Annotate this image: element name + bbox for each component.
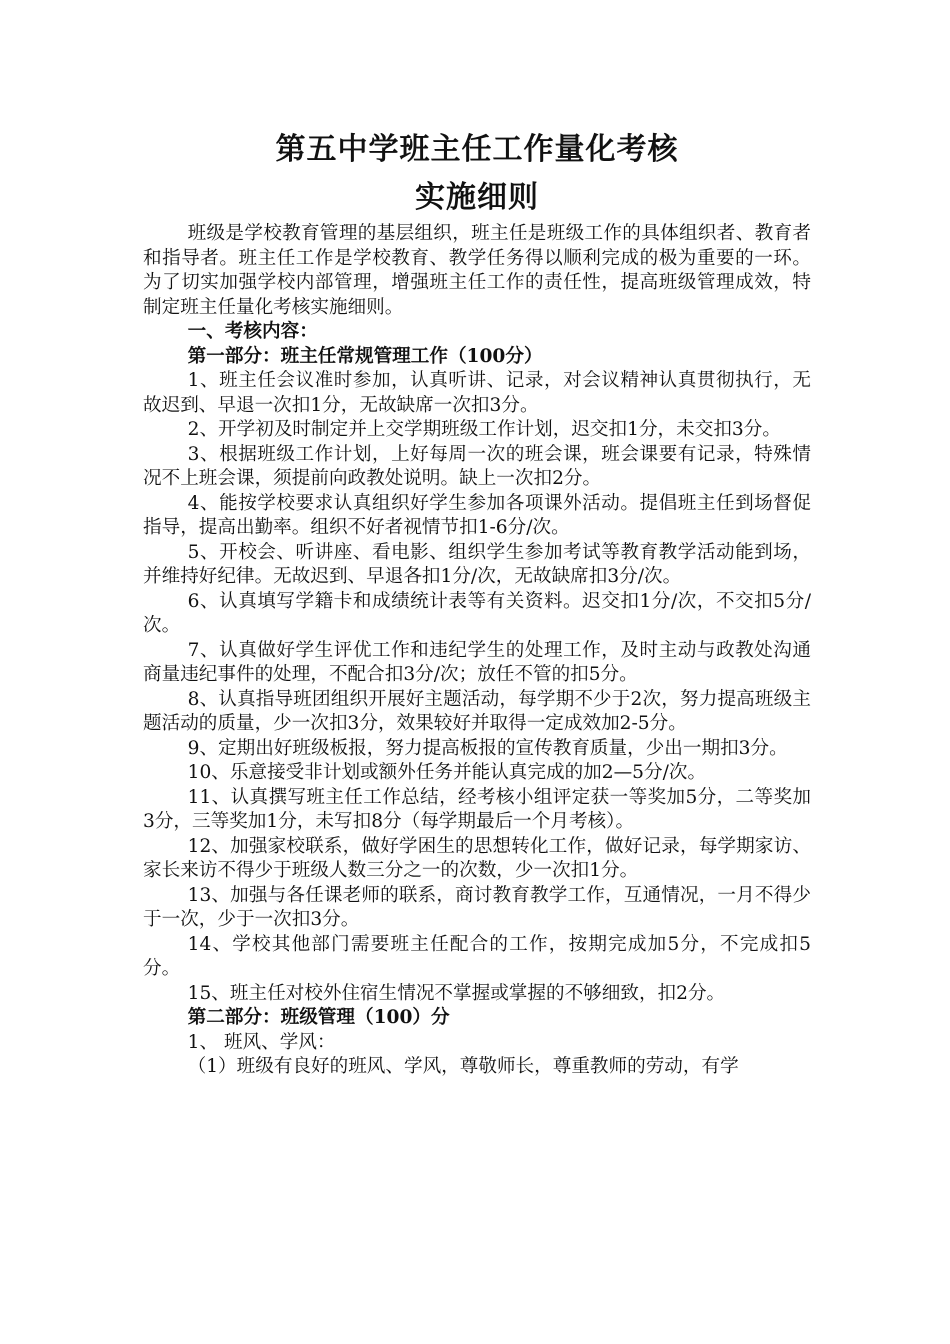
part1-item-6: 6、认真填写学籍卡和成绩统计表等有关资料。迟交扣1分/次，不交扣5分/次。: [143, 590, 811, 636]
part1-item-3: 3、根据班级工作计划，上好每周一次的班会课，班会课要有记录，特殊情况不上班会课，须提前向政教处说明。缺上一次扣2分。: [143, 443, 811, 489]
document-page: [143, 0, 811, 1080]
document-title-line1: 第五中学班主任工作量化考核: [275, 132, 679, 167]
part1-item-12: 12、加强家校联系，做好学困生的思想转化工作，做好记录，每学期家访、家长来访不得少于班级人数三分之一的次数，少一次扣1分。: [143, 835, 811, 881]
part2-sub1-item-1: （1）班级有良好的班风、学风，尊敬师长，尊重教师的劳动，有学: [187, 1056, 739, 1077]
intro-paragraph: 班级是学校教育管理的基层组织，班主任是班级工作的具体组织者、教育者和指导者。班主任工作是学校教育、教学任务得以顺利完成的极为重要的一环。为了切实加强学校内部管理，增强班主任工作的责任性，提高班级管理成效，特制定班主任量化考核实施细则。: [143, 223, 811, 318]
part1-item-1: 1、班主任会议准时参加，认真听讲、记录，对会议精神认真贯彻执行，无故迟到、早退一次扣1分，无故缺席一次扣3分。: [143, 370, 811, 416]
part1-item-11: 11、认真撰写班主任工作总结，经考核小组评定获一等奖加5分，二等奖加3分，三等奖加1分，未写扣8分（每学期最后一个月考核）。: [143, 786, 811, 832]
part1-item-13: 13、加强与各任课老师的联系，商讨教育教学工作，互通情况，一月不得少于一次，少于一次扣3分。: [143, 884, 811, 930]
part1-item-9: 9、定期出好班级板报，努力提高板报的宣传教育质量，少出一期扣3分。: [187, 737, 788, 759]
part1-item-5: 5、开校会、听讲座、看电影、组织学生参加考试等教育教学活动能到场，并维持好纪律。无故迟到、早退各扣1分/次，无故缺席扣3分/次。: [143, 541, 811, 587]
part2-subheading-1: 1、 班风、学风：: [187, 1031, 336, 1053]
part1-item-4: 4、能按学校要求认真组织好学生参加各项课外活动。提倡班主任到场督促指导，提高出勤率。组织不好者视情节扣1-6分/次。: [143, 492, 811, 538]
part1-item-2: 2、开学初及时制定并上交学期班级工作计划，迟交扣1分，未交扣3分。: [187, 419, 781, 440]
document-title-line2: 实施细则: [415, 180, 539, 215]
part1-item-10: 10、乐意接受非计划或额外任务并能认真完成的加2—5分/次。: [187, 762, 707, 783]
part1-item-7: 7、认真做好学生评优工作和违纪学生的处理工作，及时主动与政教处沟通商量违纪事件的处理，不配合扣3分/次；放任不管的扣5分。: [143, 639, 811, 685]
part1-item-15: 15、班主任对校外住宿生情况不掌握或掌握的不够细致，扣2分。: [187, 982, 726, 1004]
part1-item-14: 14、学校其他部门需要班主任配合的工作，按期完成加5分，不完成扣5分。: [143, 933, 811, 979]
part2-heading: 第二部分：班级管理（100）分: [187, 1007, 450, 1028]
part1-item-8: 8、认真指导班团组织开展好主题活动，每学期不少于2次，努力提高班级主题活动的质量，少一次扣3分，效果较好并取得一定成效加2-5分。: [143, 688, 811, 734]
part1-heading: 第一部分：班主任常规管理工作（100分）: [187, 345, 543, 367]
section1-heading: 一、考核内容：: [187, 321, 318, 342]
